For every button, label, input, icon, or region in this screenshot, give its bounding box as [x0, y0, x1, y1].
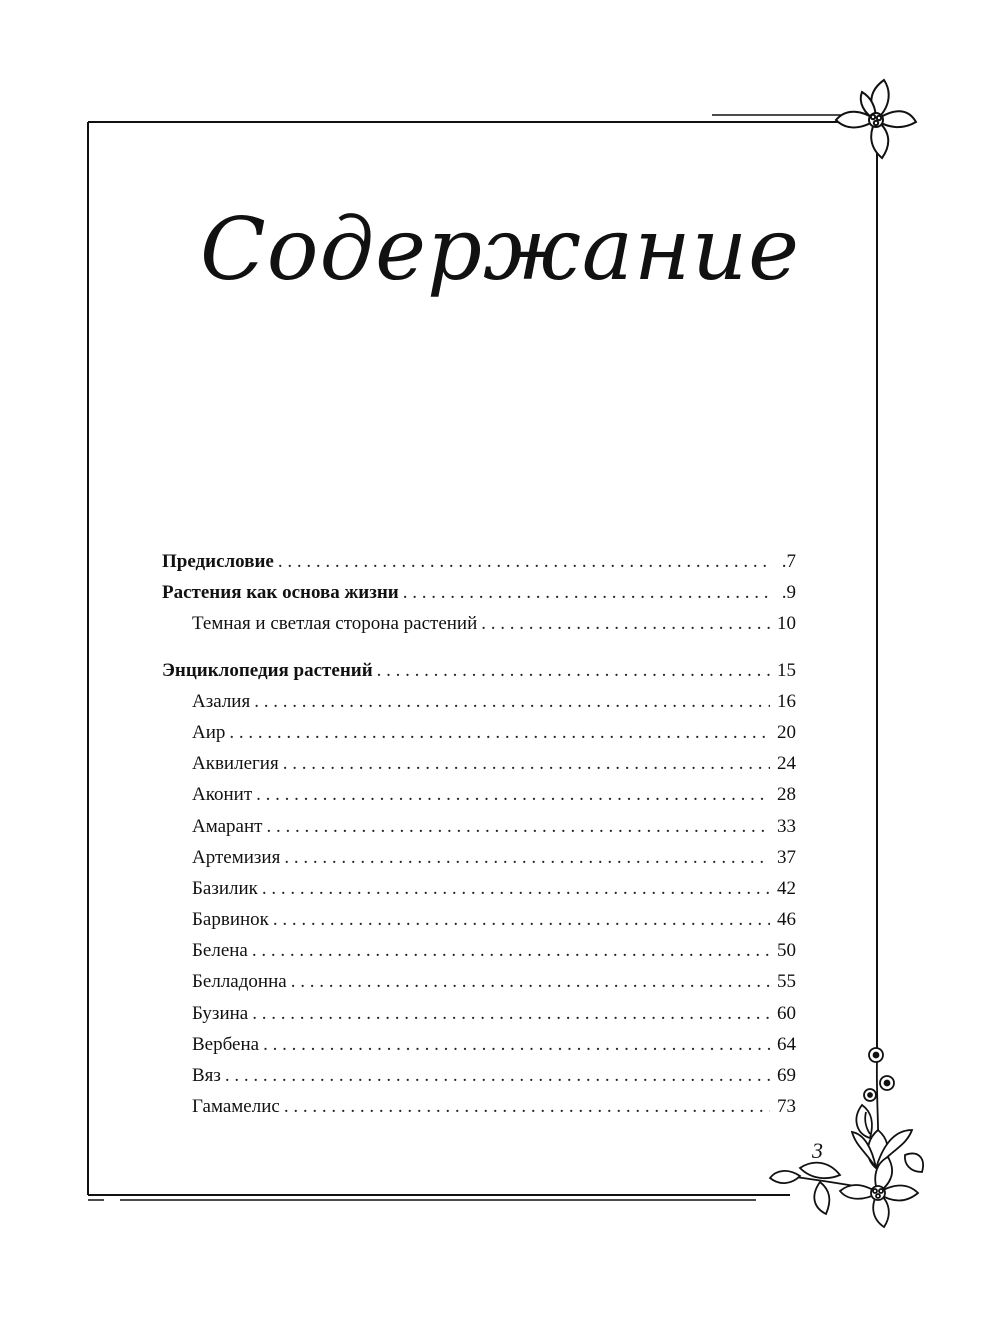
toc-leader-dots [225, 1060, 770, 1091]
toc-entry-page: 60 [777, 1002, 796, 1024]
toc-entry[interactable] [162, 748, 796, 779]
toc-entry-page: 37 [777, 846, 796, 868]
toc-entry[interactable] [162, 608, 796, 639]
toc-entry-label: Вяз [192, 1065, 221, 1086]
toc-entry[interactable] [162, 904, 796, 935]
toc-entry-label: Азалия [192, 690, 251, 712]
toc-entry-page: 42 [777, 877, 796, 899]
toc-leader-dots [252, 998, 770, 1029]
toc-entry-label: Аконит [192, 784, 253, 806]
toc-leader-dots [263, 1029, 770, 1060]
toc-leader-dots [403, 577, 770, 608]
flower-icon [836, 80, 916, 158]
toc-entry[interactable] [162, 686, 796, 717]
toc-entry[interactable] [162, 1029, 796, 1060]
page-number: 3 [812, 1138, 823, 1163]
toc-entry-label: Аир [192, 721, 226, 743]
toc-entry[interactable] [162, 577, 796, 608]
toc-entry-label: Гамамелис [192, 1096, 280, 1118]
toc-leader-dots [254, 686, 770, 717]
toc-entry[interactable] [162, 546, 796, 577]
toc-entry-label: Базилик [192, 877, 258, 899]
toc-leader-dots [284, 842, 770, 873]
toc-leader-dots [256, 779, 770, 810]
toc-leader-dots [278, 546, 770, 577]
toc-entry-page: .9 [781, 582, 796, 604]
toc-leader-dots [291, 966, 770, 997]
toc-entry-label: Бузина [192, 1002, 249, 1024]
toc-entry[interactable] [162, 1091, 796, 1122]
toc-entry-label: Белладонна [192, 971, 287, 993]
toc-entry-label: Темная и светлая сторона растений [192, 613, 478, 635]
toc-entry-page: 46 [777, 909, 796, 931]
toc-entry[interactable] [162, 842, 796, 873]
toc-entry-label: Растения как основа жизни [162, 582, 399, 604]
toc-entry-page: 64 [777, 1033, 796, 1055]
toc-leader-dots [273, 904, 770, 935]
toc-entry[interactable] [162, 935, 796, 966]
toc-leader-dots [262, 873, 770, 904]
toc-entry-page: 20 [777, 721, 796, 743]
toc-entry-page: .7 [781, 551, 796, 572]
toc-leader-dots [284, 1091, 770, 1122]
toc-entry-page: 69 [777, 1065, 796, 1086]
toc-leader-dots [481, 608, 770, 639]
toc-leader-dots [266, 811, 770, 842]
toc-entry-label: Артемизия [192, 846, 281, 868]
toc-entry-page: 28 [777, 784, 796, 806]
toc-leader-dots [283, 748, 770, 779]
toc-leader-dots [252, 935, 770, 966]
toc-entry-label: Вербена [192, 1033, 260, 1055]
toc-entry[interactable] [162, 873, 796, 904]
toc-entry[interactable] [162, 966, 796, 997]
toc-entry-page: 33 [777, 815, 796, 837]
toc-entry-page: 10 [777, 613, 796, 635]
toc-entry[interactable] [162, 811, 796, 842]
toc-entry[interactable] [162, 779, 796, 810]
toc-entry-label: Белена [192, 940, 248, 962]
toc-leader-dots [229, 717, 770, 748]
toc-entry[interactable] [162, 998, 796, 1029]
table-of-contents [162, 546, 796, 1122]
toc-entry-page: 15 [777, 659, 796, 681]
toc-entry-page: 50 [777, 940, 796, 962]
toc-leader-dots [377, 655, 770, 686]
toc-entry-page: 73 [777, 1096, 796, 1118]
toc-entry-page: 55 [777, 971, 796, 993]
page-title: Содержание [200, 200, 800, 300]
toc-entry-label: Аквилегия [192, 753, 279, 775]
toc-entry[interactable] [162, 717, 796, 748]
toc-entry[interactable] [162, 1060, 796, 1091]
toc-entry-page: 24 [777, 753, 796, 775]
toc-entry-label: Барвинок [192, 909, 269, 931]
toc-entry-page: 16 [777, 690, 796, 712]
toc-entry-label: Энциклопедия растений [162, 659, 373, 681]
toc-entry-label: Амарант [192, 815, 263, 837]
toc-entry-label: Предисловие [162, 551, 274, 572]
toc-entry[interactable] [162, 655, 796, 686]
